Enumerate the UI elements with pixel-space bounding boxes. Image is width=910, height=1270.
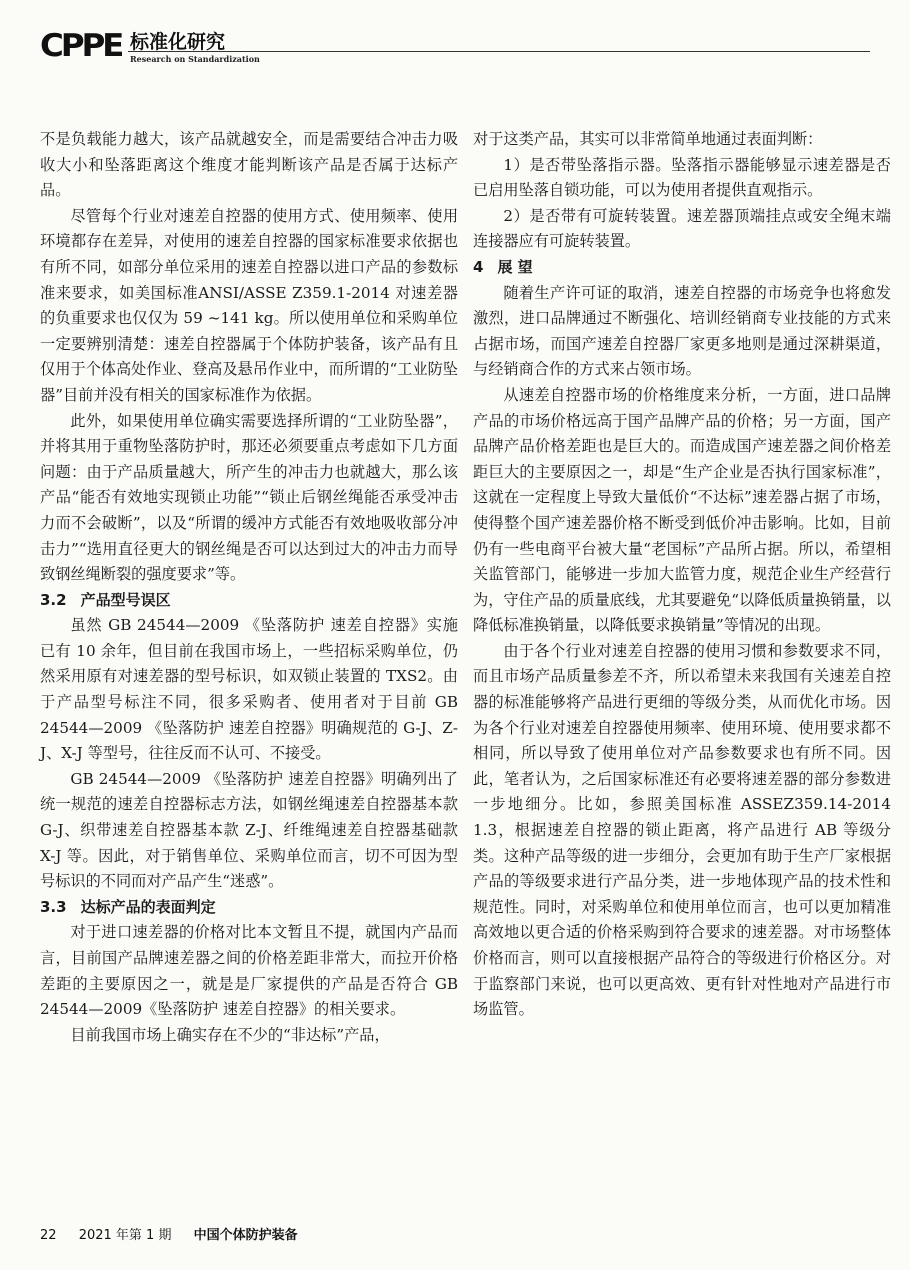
section-title-english: Research on Standardization [130, 54, 260, 64]
section-title: 标准化研究 [130, 31, 226, 53]
section-heading-text: 产品型号误区 [80, 590, 171, 609]
page-header [38, 22, 870, 70]
section-heading-text: 达标产品的表面判定 [80, 897, 216, 916]
section-number: 3.3 [40, 897, 67, 916]
section-heading [40, 895, 458, 921]
header-rule [128, 51, 870, 52]
body-paragraph: 由于各个行业对速差自控器的使用习惯和参数要求不同，而且市场产品质量参差不齐，所以希望未来我国有关速差自控器的标准能够将产品进行更细的等级分类，从而优化市场。因为各个行业对速差自控器使用频率、使用环境、使用要求都不相同，所以导致了使用单位对产品参数要求也有所不同。因此，笔者认为，之后国家标准还有必要将速差器的部分参数进一步地细分。比如，参照美国标准 ASSEZ359.14-2014 1.3，根据速差自控器的锁止距离，将产品进行 AB 等级分类。这种产品等级的进一步细分，会更加有助于生产厂家根据产品的等级要求进行产品分类，进一步地体现产品的技术性和规范性。同时，对采购单位和使用单位而言，也可以更加精准高效地以更合适的价格采购到符合要求的速差器。对市场整体价格而言，则可以直接根据产品符合的等级进行价格区分。对于监察部门来说，也可以更高效、更有针对性地对产品进行市场监管。 [473, 641, 891, 1019]
section-number: 3.2 [40, 590, 67, 609]
page-footer [40, 1224, 316, 1243]
body-paragraph: 对于进口速差器的价格对比本文暂且不提，就国内产品而言，目前国产品牌速差器之间的价格差距非常大，而拉开价格差距的主要原因之一，就是是厂家提供的产品是否符合 GB 24544—2009《坠落防护 速差自控器》的相关要求。 [40, 923, 458, 1019]
right-column [473, 127, 891, 1023]
body-paragraph: 虽然 GB 24544—2009 《坠落防护 速差自控器》实施已有 10 余年，但目前在我国市场上，一些招标采购单位，仍然采用原有对速差器的型号标识，如双锁止装置的 TXS2。由于产品型号标注不同，很多采购者、使用者对于目前 GB 24544—2009 《坠落防护 速差自控器》明确规范的 G-J、Z-J、X-J 等型号，往往反而不认可、不接受。 [40, 616, 458, 763]
section-heading-text: 展 望 [497, 257, 533, 276]
body-paragraph: 从速差自控器市场的价格维度来分析，一方面，进口品牌产品的市场价格远高于国产品牌产品的价格；另一方面，国产品牌产品价格差距也是巨大的。而造成国产速差器之间价格差距巨大的主要原因之一，却是“生产企业是否执行国家标准”，这就在一定程度上导致大量低价“不达标”速差器占据了市场，使得整个国产速差器价格不断受到低价冲击影响。比如，目前仍有一些电商平台被大量“老国标”产品所占据。所以，希望相关监管部门，能够进一步加大监管力度，规范企业生产经营行为，守住产品的质量底线，尤其要避免“以降低质量换销量，以降低标准换销量，以降低要求换销量”等情况的出现。 [473, 385, 891, 635]
body-paragraph: GB 24544—2009 《坠落防护 速差自控器》明确列出了统一规范的速差自控器标志方法，如钢丝绳速差自控器基本款 G-J、织带速差自控器基本款 Z-J、纤维绳速差自控器基础款 X-J 等。因此，对于销售单位、采购单位而言，切不可因为型号标识的不同而对产品产生“迷惑”。 [40, 769, 458, 891]
body-paragraph: 尽管每个行业对速差自控器的使用方式、使用频率、使用环境都存在差异，对使用的速差自控器的国家标准要求依据也有所不同，如部分单位采用的速差自控器以进口产品的参数标准来要求，如美国标准ANSI/ASSE Z359.1-2014 对速差器的负重要求也仅仅为 59 ~141 kg。所以使用单位和采购单位一定要辨别清楚：速差自控器属于个体防护装备，该产品有且仅用于个体高处作业、登高及悬吊作业中，而所谓的“工业防坠器”目前并没有相关的国家标准作为依据。 [40, 206, 458, 404]
body-paragraph: 对于这类产品，其实可以非常简单地通过表面判断： [473, 130, 823, 148]
section-heading [40, 588, 458, 614]
body-paragraph: 目前我国市场上确实存在不少的“非达标”产品， [70, 1025, 390, 1044]
body-paragraph: 不是负载能力越大，该产品就越安全，而是需要结合冲击力吸收大小和坠落距离这个维度才能判断该产品是否属于达标产品。 [40, 130, 458, 200]
section-number: 4 [473, 257, 484, 276]
journal-name: 中国个体防护装备 [193, 1228, 298, 1243]
body-paragraph: 2）是否带有可旋转装置。速差器顶端挂点或安全绳末端连接器应有可旋转装置。 [473, 206, 891, 251]
body-paragraph: 此外，如果使用单位确实需要选择所谓的“工业防坠器”，并将其用于重物坠落防护时，那还必须要重点考虑如下几方面问题：由于产品质量越大，所产生的冲击力也就越大，那么该产品“能否有效地实现锁止功能”“锁止后钢丝绳能否承受冲击力而不会破断”，以及“所谓的缓冲方式能否有效地吸收部分冲击力”“选用直径更大的钢丝绳是否可以达到过大的冲击力而导致钢丝绳断裂的强度要求”等。 [40, 411, 458, 584]
body-paragraph: 1）是否带坠落指示器。坠落指示器能够显示速差器是否已启用坠落自锁功能，可以为使用者提供直观指示。 [473, 155, 891, 200]
section-heading [473, 255, 891, 281]
body-paragraph: 随着生产许可证的取消，速差自控器的市场竞争也将愈发激烈，进口品牌通过不断强化、培训经销商专业技能的方式来占据市场，而国产速差自控器厂家更多地则是通过深耕渠道，与经销商合作的方式来占领市场。 [473, 283, 891, 379]
journal-logo: CPPE [40, 28, 122, 64]
issue-label: 2021 年第 1 期 [78, 1228, 172, 1243]
page-number: 22 [40, 1228, 57, 1243]
left-column [40, 127, 458, 1048]
